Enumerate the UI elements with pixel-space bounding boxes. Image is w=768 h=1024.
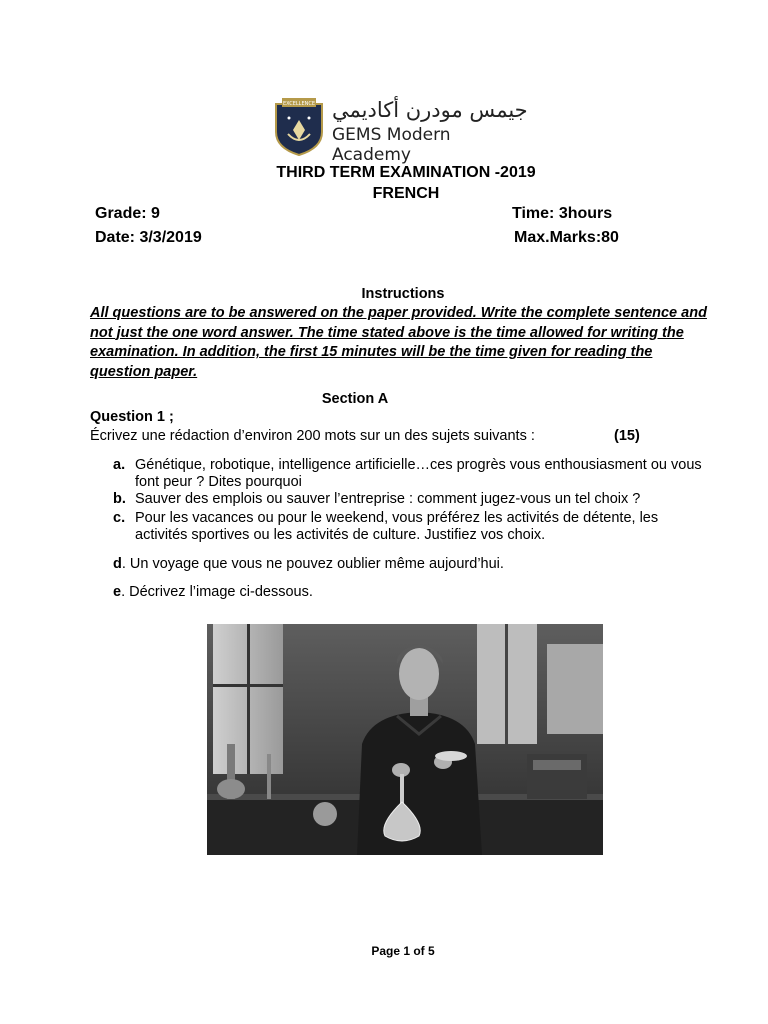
item-text: Pour les vacances ou pour le weekend, vous préférez les activités de détente, les activités sportives ou les activités de culture. Justifiez vos choix.	[135, 510, 659, 543]
time-label: Time: 3hours	[512, 205, 613, 222]
item-text: Sauver des emplois ou sauver l’entreprise : comment jugez-vous un tel choix ?	[135, 491, 641, 507]
item-text: . Décrivez l’image ci-dessous.	[121, 584, 313, 600]
instructions-text: All questions are to be answered on the paper provided. Write the complete sentence and not just the one word answer. The time stated above is the time allowed for writing the examination. In addition, the first 15 minutes will be the time given for reading the question paper.	[90, 305, 707, 380]
question-text: Écrivez une rédaction d’environ 200 mots sur un des sujets suivants :	[90, 428, 535, 444]
crest-icon	[274, 98, 324, 156]
item-text: Génétique, robotique, intelligence artificielle…ces progrès vous enthousiasment ou vous font peur ? Dites pourquoi	[135, 457, 702, 490]
section-heading: Section A	[321, 391, 389, 407]
question-label: Question 1 ;	[90, 409, 174, 425]
school-logo	[274, 98, 534, 165]
list-item	[113, 510, 713, 543]
item-label: d	[113, 556, 122, 572]
item-label: e	[113, 584, 122, 600]
crest-motto: EXCELLENCE	[283, 101, 315, 107]
scientist-photo	[207, 624, 603, 855]
item-label: b.	[113, 491, 126, 507]
max-marks-label: Max.Marks:80	[514, 229, 619, 246]
list-item	[113, 556, 504, 572]
school-name: GEMS Modern Academy	[332, 125, 451, 165]
exam-title: THIRD TERM EXAMINATION -2019	[276, 164, 536, 181]
date-label: Date: 3/3/2019	[95, 229, 202, 246]
item-text: . Un voyage que vous ne pouvez oublier même aujourd’hui.	[121, 556, 504, 572]
page-number: Page 1 of 5	[371, 944, 435, 958]
question-marks: (15)	[614, 428, 640, 444]
school-name-arabic: جيمس مودرن أكاديمي	[332, 98, 528, 122]
item-label: c.	[113, 510, 126, 526]
list-item	[113, 584, 313, 600]
grade-label: Grade: 9	[95, 205, 160, 222]
subject-title: FRENCH	[372, 185, 440, 202]
item-label: a.	[113, 457, 126, 473]
instructions-heading: Instructions	[361, 286, 445, 302]
list-item	[113, 457, 713, 490]
list-item	[113, 491, 713, 508]
